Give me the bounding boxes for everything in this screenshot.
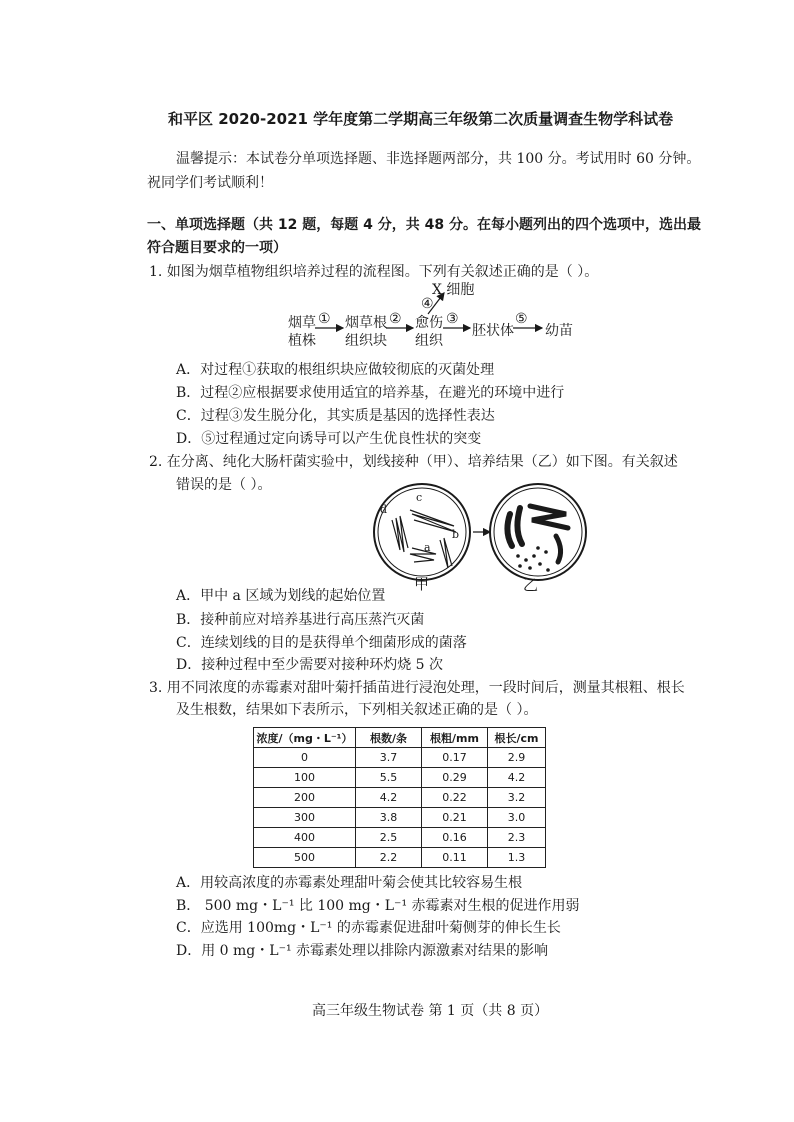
- q2-option-a: A．甲中 a 区域为划线的起始位置: [176, 588, 386, 604]
- flow-node-1-top: 烟草: [288, 315, 316, 331]
- flow-step-2: ②: [389, 311, 402, 327]
- table-row: [254, 788, 546, 808]
- cell-root-count: 4.2: [356, 788, 422, 808]
- cell-root-length: 3.2: [488, 788, 546, 808]
- header-root-length: 根长/cm: [488, 728, 546, 748]
- cell-concentration: 400: [254, 828, 356, 848]
- flow-node-3-top: 愈伤: [415, 315, 443, 331]
- cell-concentration: 100: [254, 768, 356, 788]
- cell-root-length: 3.0: [488, 808, 546, 828]
- cell-root-count: 3.7: [356, 748, 422, 768]
- flow-step-4: ④: [421, 296, 434, 312]
- cell-root-count: 2.2: [356, 848, 422, 868]
- dish-label-d: d: [380, 503, 388, 516]
- flow-x-cell: X 细胞: [432, 282, 475, 298]
- flow-node-4: 胚状体: [472, 323, 514, 339]
- header-concentration: 浓度/（mg・L⁻¹）: [254, 728, 356, 748]
- q3-stem-line-1: 3. 用不同浓度的赤霉素对甜叶菊扦插苗进行浸泡处理，一段时间后，测量其根粗、根长: [149, 680, 685, 696]
- table-header-row: [254, 728, 546, 748]
- q2-stem-line-1: 2. 在分离、纯化大肠杆菌实验中，划线接种（甲）、培养结果（乙）如下图。有关叙述: [149, 454, 678, 470]
- cell-root-thickness: 0.21: [422, 808, 488, 828]
- q2-stem-line-2: 错误的是（ ）。: [176, 477, 272, 493]
- flow-node-2-bottom: 组织块: [345, 333, 387, 349]
- section-heading-line-1: 一、单项选择题（共 12 题，每题 4 分，共 48 分。在每小题列出的四个选项中，选出最: [147, 217, 701, 233]
- table-row: [254, 768, 546, 788]
- section-heading-line-2: 符合题目要求的一项）: [147, 240, 287, 256]
- q1-option-b: B．过程②应根据要求使用适宜的培养基，在避光的环境中进行: [176, 385, 565, 401]
- q2-option-b: B．接种前应对培养基进行高压蒸汽灭菌: [176, 612, 425, 628]
- caption-jia: 甲: [414, 575, 430, 593]
- cell-concentration: 300: [254, 808, 356, 828]
- table-row: [254, 748, 546, 768]
- cell-root-count: 3.8: [356, 808, 422, 828]
- cell-concentration: 0: [254, 748, 356, 768]
- q3-option-a: A．用较高浓度的赤霉素处理甜叶菊会使其比较容易生根: [176, 875, 523, 891]
- dish-label-a: a: [424, 541, 431, 554]
- cell-root-length: 2.3: [488, 828, 546, 848]
- petri-dish-figure: [370, 480, 590, 590]
- q1-option-a: A．对过程①获取的根组织块应做较彻底的灭菌处理: [176, 362, 495, 378]
- flow-node-3-bottom: 组织: [415, 333, 443, 349]
- page-footer: 高三年级生物试卷 第 1 页（共 8 页）: [312, 1003, 549, 1019]
- q3-stem-line-2: 及生根数，结果如下表所示，下列相关叙述正确的是（ ）。: [176, 702, 538, 718]
- notice-line-1: 温馨提示：本试卷分单项选择题、非选择题两部分，共 100 分。考试用时 60 分钟。: [176, 151, 701, 167]
- flow-step-1: ①: [318, 311, 331, 327]
- cell-root-thickness: 0.29: [422, 768, 488, 788]
- table-row: [254, 828, 546, 848]
- header-root-thickness: 根粗/mm: [422, 728, 488, 748]
- dish-yi: [490, 484, 586, 580]
- cell-root-length: 1.3: [488, 848, 546, 868]
- cell-root-length: 2.9: [488, 748, 546, 768]
- dish-label-b: b: [452, 528, 460, 541]
- cell-root-thickness: 0.17: [422, 748, 488, 768]
- q2-option-d: D．接种过程中至少需要对接种环灼烧 5 次: [176, 657, 444, 673]
- cell-root-thickness: 0.16: [422, 828, 488, 848]
- table-row: [254, 848, 546, 868]
- cell-root-thickness: 0.11: [422, 848, 488, 868]
- flow-step-5: ⑤: [515, 311, 528, 327]
- table-row: [254, 808, 546, 828]
- flow-step-3: ③: [446, 311, 459, 327]
- q1-option-c: C．过程③发生脱分化，其实质是基因的选择性表达: [176, 408, 495, 424]
- cell-root-count: 2.5: [356, 828, 422, 848]
- q1-option-d: D．⑤过程通过定向诱导可以产生优良性状的突变: [176, 431, 482, 447]
- q3-option-c: C．应选用 100mg・L⁻¹ 的赤霉素促进甜叶菊侧芽的伸长生长: [176, 920, 561, 936]
- header-root-count: 根数/条: [356, 728, 422, 748]
- q3-data-table: [253, 727, 546, 868]
- exam-title: 和平区 2020-2021 学年度第二学期高三年级第二次质量调查生物学科试卷: [168, 110, 674, 128]
- flow-node-2-top: 烟草根: [345, 315, 387, 331]
- dish-label-c: c: [416, 491, 423, 504]
- q3-option-b: B． 500 mg・L⁻¹ 比 100 mg・L⁻¹ 赤霉素对生根的促进作用弱: [176, 898, 580, 914]
- q3-option-d: D．用 0 mg・L⁻¹ 赤霉素处理以排除内源激素对结果的影响: [176, 943, 549, 959]
- cell-root-length: 4.2: [488, 768, 546, 788]
- cell-concentration: 200: [254, 788, 356, 808]
- cell-concentration: 500: [254, 848, 356, 868]
- notice-line-2: 祝同学们考试顺利！: [147, 175, 273, 191]
- flow-arrows: [0, 0, 794, 360]
- flow-node-5: 幼苗: [545, 323, 573, 339]
- cell-root-thickness: 0.22: [422, 788, 488, 808]
- caption-yi: 乙: [523, 576, 539, 594]
- flow-node-1-bottom: 植株: [288, 333, 316, 349]
- q2-option-c: C．连续划线的目的是获得单个细菌形成的菌落: [176, 635, 467, 651]
- q1-stem: 1. 如图为烟草植物组织培养过程的流程图。下列有关叙述正确的是（ ）。: [149, 264, 599, 280]
- cell-root-count: 5.5: [356, 768, 422, 788]
